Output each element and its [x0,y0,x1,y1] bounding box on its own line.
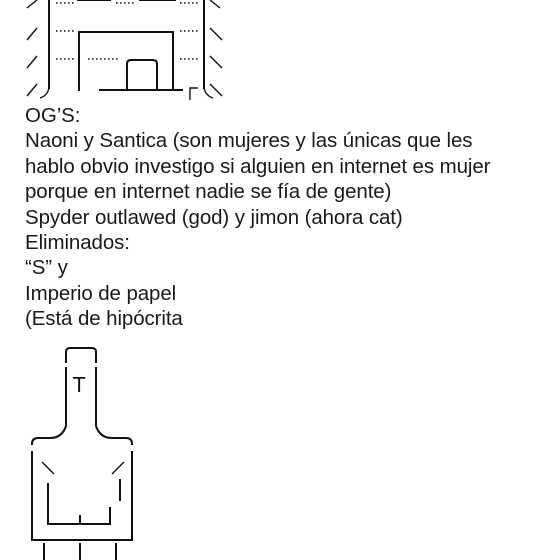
message-line: porque en internet nadie se fía de gente) [25,180,392,204]
message-text [25,103,555,332]
ascii-art-building [0,0,560,110]
message-line: Imperio de papel [25,281,177,305]
ground-step [190,88,198,100]
left-base-curl [40,88,49,98]
ray-left-1 [27,0,37,8]
message-line: hablo obvio investigo si alguien en internet es mujer [25,154,491,178]
message-line: (Está de hipócrita [25,307,183,331]
bottle-label-glyph: T [73,373,86,397]
body-diag-left [42,462,54,474]
ascii-art-bottle [0,340,200,560]
message-line: “S” y [25,256,68,280]
building-drawing [0,0,560,110]
ray-right-4 [210,84,222,96]
shoulder-right [96,426,132,444]
ray-left-3 [27,56,37,68]
ray-right-3 [210,56,222,68]
shoulder-left [32,426,66,444]
message-line-og-header: OG’S: [25,104,81,127]
ray-right-1 [210,0,220,8]
bottle-cap [66,348,96,362]
ray-left-4 [27,84,37,96]
ray-right-2 [210,28,222,40]
right-base-curl [204,88,213,98]
message-line: Spyder outlawed (god) y jimon (ahora cat) [25,205,403,229]
bottle-drawing [0,340,200,560]
message-line-eliminados-header: Eliminados: [25,231,130,255]
door [127,60,157,90]
message-line: Naoni y Santica (son mujeres y las únicas que les [25,129,473,153]
body-diag-right [112,462,124,474]
ray-left-2 [27,28,37,40]
